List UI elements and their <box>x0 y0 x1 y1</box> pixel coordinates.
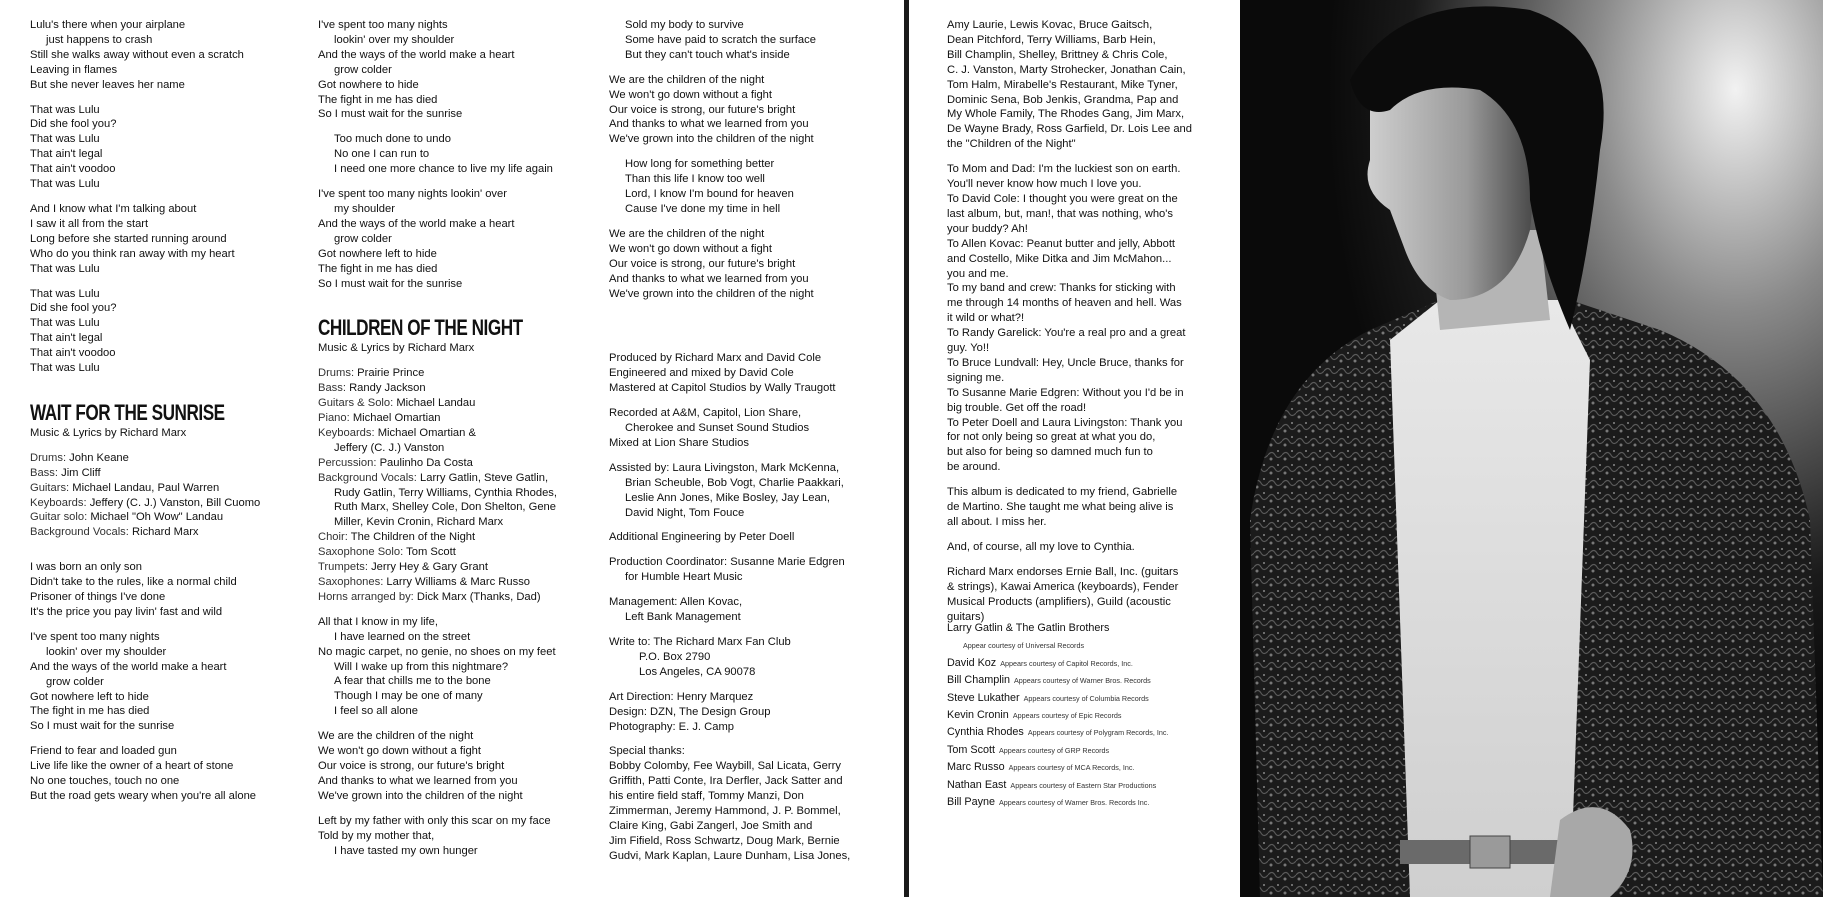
label-courtesy: Appears courtesy of MCA Records, Inc. <box>1008 763 1135 773</box>
spacer <box>30 93 300 103</box>
credit-name: Michael Landau, Paul Warren <box>72 481 220 494</box>
credits-column-3 <box>609 18 899 864</box>
label-courtesy: Appears courtesy of Columbia Records <box>1023 693 1149 703</box>
text-line: Our voice is strong, our future's bright <box>318 759 505 772</box>
text-line: Some have paid to scratch the surface <box>625 33 816 46</box>
text-line: That ain't voodoo <box>30 347 116 360</box>
text-line: That was Lulu <box>30 133 100 146</box>
text-line: de Martino. She taught me what being alive is <box>947 501 1174 514</box>
guest-artist-row <box>947 637 1232 654</box>
text-line: Long before she started running around <box>30 232 227 245</box>
text-line: And, of course, all my love to Cynthia. <box>947 540 1135 553</box>
spacer <box>30 620 300 630</box>
text-line: Cherokee and Sunset Sound Studios <box>625 422 810 435</box>
text-line: for not only being so great at what you do, <box>947 431 1156 444</box>
text-line: Who do you think ran away with my heart <box>30 247 235 260</box>
spacer <box>609 217 899 227</box>
musician-credit <box>30 481 300 496</box>
text-line: We are the children of the night <box>318 730 474 743</box>
text-line: That was Lulu <box>30 287 100 300</box>
text-line: lookin' over my shoulder <box>334 33 455 46</box>
text-line: Jeffery (C. J.) Vanston <box>334 441 445 454</box>
musician-credit <box>318 530 608 545</box>
credit-name: Paulinho Da Costa <box>379 456 473 469</box>
text-line: Mixed at Lion Share Studios <box>609 436 749 449</box>
credit-role: Guitars & Solo: <box>318 397 397 410</box>
text-line: To my band and crew: Thanks for sticking with <box>947 282 1176 295</box>
text-line: Rudy Gatlin, Terry Williams, Cynthia Rhodes, <box>334 486 557 499</box>
text-line: Zimmerman, Jeremy Hammond, J. P. Bommel, <box>609 805 841 818</box>
text-line: Claire King, Gabi Zangerl, Joe Smith and <box>609 819 813 832</box>
text-line: grow colder <box>46 675 104 688</box>
text-line: guy. Yo!! <box>947 342 990 355</box>
text-line: all about. I miss her. <box>947 516 1047 528</box>
spacer <box>30 441 300 451</box>
text-line: Art Direction: Henry Marquez <box>609 690 754 703</box>
credit-role: Piano: <box>318 412 353 425</box>
text-line: That ain't voodoo <box>30 163 116 176</box>
text-line: me through 14 months of heaven and hell. Was <box>947 297 1182 310</box>
text-line: Gudvi, Mark Kaplan, Laure Dunham, Lisa Jones, <box>609 849 851 862</box>
label-courtesy: Appears courtesy of Warner Bros. Records <box>1014 676 1151 686</box>
portrait-illustration <box>1240 0 1823 897</box>
text-line: Sold my body to survive <box>625 19 744 31</box>
credit-name: Michael Omartian & <box>377 426 476 439</box>
text-line: And the ways of the world make a heart <box>318 48 515 61</box>
credit-role: Guitar solo: <box>30 511 91 524</box>
text-line: you and me. <box>947 267 1009 280</box>
credit-name: Jeffery (C. J.) Vanston, Bill Cuomo <box>89 496 261 509</box>
text-line: I need one more chance to live my life again <box>334 163 553 176</box>
credit-name: Richard Marx <box>132 526 199 539</box>
text-line: The fight in me has died <box>318 262 438 275</box>
spacer <box>609 680 899 690</box>
spacer <box>609 585 899 595</box>
text-line: it wild or what?! <box>947 312 1025 325</box>
text-line: Left Bank Management <box>625 611 741 624</box>
credit-role: Keyboards: <box>30 496 90 509</box>
text-line: Live life like the owner of a heart of stone <box>30 760 234 773</box>
text-line: No one I can run to <box>334 148 430 161</box>
text-line: Told by my mother that, <box>318 829 435 842</box>
guest-artist-row <box>947 777 1232 794</box>
spacer <box>318 122 608 132</box>
spacer <box>947 530 1232 540</box>
lyrics-column-1 <box>30 18 300 804</box>
credit-name: Jerry Hey & Gary Grant <box>371 561 488 574</box>
spacer <box>609 520 899 530</box>
text-line: Engineered and mixed by David Cole <box>609 367 794 380</box>
text-line: my shoulder <box>334 202 395 215</box>
musician-credit <box>318 411 608 426</box>
credit-name: Michael Omartian <box>352 412 441 425</box>
text-line: That was Lulu <box>30 103 100 116</box>
text-line: Richard Marx endorses Ernie Ball, Inc. (guitars <box>947 565 1179 578</box>
credit-role: Guitars: <box>30 481 73 494</box>
text-line: The fight in me has died <box>30 705 150 718</box>
spacer <box>947 475 1232 485</box>
text-line: We've grown into the children of the night <box>609 287 814 300</box>
text-line: That was Lulu <box>30 317 100 330</box>
artist-name: Cynthia Rhodes <box>947 726 1024 739</box>
credit-role: Drums: <box>318 367 358 380</box>
text-line: My Whole Family, The Rhodes Gang, Jim Marx, <box>947 108 1185 121</box>
spacer <box>609 341 899 351</box>
credit-name: Michael Landau <box>396 397 476 410</box>
text-line: Music & Lyrics by Richard Marx <box>318 342 475 355</box>
text-line: Lulu's there when your airplane <box>30 19 186 31</box>
credit-name: The Children of the Night <box>350 531 476 544</box>
label-courtesy: Appear courtesy of Universal Records <box>963 641 1085 651</box>
text-line: Griffith, Patti Conte, Ira Derfler, Jack Satter and <box>609 775 843 788</box>
text-line: Got nowhere left to hide <box>318 247 437 260</box>
musician-credit <box>30 510 300 525</box>
credit-name: John Keane <box>69 451 129 464</box>
text-line: I have tasted my own hunger <box>334 844 478 857</box>
text-line: Still she walks away without even a scratch <box>30 48 244 61</box>
spacer <box>30 277 300 287</box>
spacer <box>609 451 899 461</box>
text-line: Musical Products (amplifiers), Guild (acoustic <box>947 595 1171 608</box>
text-line: I've spent too many nights lookin' over <box>318 188 507 201</box>
text-line: How long for something better <box>625 158 775 171</box>
credit-name: Randy Jackson <box>349 382 426 395</box>
credit-role: Bass: <box>318 382 350 395</box>
credit-name: Tom Scott <box>406 546 456 559</box>
credit-role: Horns arranged by: <box>318 590 417 603</box>
text-line: And I know what I'm talking about <box>30 202 197 215</box>
musician-credit <box>30 525 300 540</box>
text-line: C. J. Vanston, Marty Strohecker, Jonathan Cain, <box>947 63 1186 76</box>
credit-role: Background Vocals: <box>318 471 420 484</box>
musician-credit <box>318 396 608 411</box>
text-line: Production Coordinator: Susanne Marie Edgren <box>609 556 845 569</box>
text-line: I've spent too many nights <box>318 19 448 31</box>
text-line: his entire field staff, Tommy Manzi, Don <box>609 790 804 803</box>
text-line: I've spent too many nights <box>30 630 160 643</box>
spacer <box>30 734 300 744</box>
text-line: Additional Engineering by Peter Doell <box>609 531 795 544</box>
text-line: grow colder <box>334 63 392 76</box>
text-line: So I must wait for the sunrise <box>318 277 463 290</box>
credit-role: Saxophone Solo: <box>318 546 407 559</box>
spacer <box>947 555 1232 565</box>
text-line: Management: Allen Kovac, <box>609 596 743 609</box>
credit-name: Larry Gatlin, Steve Gatlin, <box>420 471 549 484</box>
song-title: CHILDREN OF THE NIGHT <box>318 315 523 341</box>
guest-artist-row <box>947 655 1232 672</box>
spacer <box>609 147 899 157</box>
text-line: Our voice is strong, our future's bright <box>609 103 796 116</box>
text-line: be around. <box>947 461 1001 474</box>
spacer <box>318 719 608 729</box>
text-line: P.O. Box 2790 <box>639 650 711 663</box>
text-line: You'll never know how much I love you. <box>947 178 1142 191</box>
text-line: for Humble Heart Music <box>625 571 743 584</box>
text-line: And the ways of the world make a heart <box>30 660 227 673</box>
text-line: Too much done to undo <box>334 133 451 146</box>
text-line: We are the children of the night <box>609 227 765 240</box>
credit-name: Dick Marx (Thanks, Dad) <box>416 590 541 603</box>
text-line: That was Lulu <box>30 362 100 375</box>
spacer <box>30 376 300 396</box>
text-line: To Bruce Lundvall: Hey, Uncle Bruce, thanks for <box>947 356 1184 369</box>
guest-artist-row <box>947 690 1232 707</box>
label-courtesy: Appears courtesy of Epic Records <box>1012 711 1122 721</box>
booklet-fold-divider <box>904 0 909 897</box>
text-line: but also for being so damned much fun to <box>947 446 1153 459</box>
credit-name: Prairie Prince <box>357 367 425 380</box>
label-courtesy: Appears courtesy of Warner Bros. Records Inc. <box>999 798 1150 808</box>
song-title: WAIT FOR THE SUNRISE <box>30 399 225 425</box>
text-line: Produced by Richard Marx and David Cole <box>609 352 822 365</box>
text-line: This album is dedicated to my friend, Gabrielle <box>947 486 1178 499</box>
text-line: Though I may be one of many <box>334 690 483 703</box>
text-line: Recorded at A&M, Capitol, Lion Share, <box>609 407 802 420</box>
text-line: No magic carpet, no genie, no shoes on my feet <box>318 645 556 658</box>
text-line: I have learned on the street <box>334 630 471 643</box>
text-line: We won't go down without a fight <box>609 88 772 101</box>
text-line: Los Angeles, CA 90078 <box>639 665 756 678</box>
musician-credit <box>318 426 608 441</box>
credit-role: Drums: <box>30 451 70 464</box>
credit-role: Choir: <box>318 531 351 544</box>
text-line: just happens to crash <box>46 33 153 46</box>
text-line: De Wayne Brady, Ross Garfield, Dr. Lois Lee and <box>947 123 1192 136</box>
text-line: Mastered at Capitol Studios by Wally Traugott <box>609 382 836 395</box>
text-line: Tom Halm, Mirabelle's Restaurant, Mike Tyner, <box>947 78 1178 91</box>
text-line: I saw it all from the start <box>30 217 149 230</box>
text-line: To Peter Doell and Laura Livingston: Thank you <box>947 416 1183 429</box>
spacer <box>30 192 300 202</box>
text-line: And the ways of the world make a heart <box>318 217 515 230</box>
spacer <box>947 152 1232 162</box>
text-line: I was born an only son <box>30 561 142 574</box>
text-line: Got nowhere left to hide <box>30 690 149 703</box>
guest-artist-row <box>947 759 1232 776</box>
text-line: To David Cole: I thought you were great on the <box>947 192 1178 205</box>
musician-credit <box>318 560 608 575</box>
text-line: So I must wait for the sunrise <box>318 108 463 121</box>
text-line: But the road gets weary when you're all alone <box>30 789 257 802</box>
spacer <box>609 396 899 406</box>
text-line: your buddy? Ah! <box>947 222 1028 235</box>
credit-role: Trumpets: <box>318 561 372 574</box>
text-line: Ruth Marx, Shelley Cole, Don Shelton, Gene <box>334 501 557 514</box>
text-line: Left by my father with only this scar on my face <box>318 814 551 827</box>
credit-role: Keyboards: <box>318 426 378 439</box>
artist-name: Nathan East <box>947 778 1007 791</box>
text-line: Bill Champlin, Shelley, Brittney & Chris Cole, <box>947 48 1168 61</box>
musician-credit <box>318 456 608 471</box>
text-line: And thanks to what we learned from you <box>318 774 518 787</box>
artist-name: David Koz <box>947 656 997 669</box>
musician-credit <box>318 545 608 560</box>
text-line: Dominic Sena, Bob Jenkis, Grandma, Pap and <box>947 93 1179 106</box>
text-line: the "Children of the Night" <box>947 138 1076 151</box>
spacer <box>318 605 608 615</box>
spacer <box>318 804 608 814</box>
text-line: To Allen Kovac: Peanut butter and jelly, Abbott <box>947 237 1176 250</box>
text-line: Didn't take to the rules, like a normal child <box>30 576 237 589</box>
guest-artist-row <box>947 724 1232 741</box>
text-line: To Randy Garelick: You're a real pro and a great <box>947 327 1186 340</box>
text-line: Miller, Kevin Cronin, Richard Marx <box>334 516 504 529</box>
spacer <box>609 625 899 635</box>
text-line: Amy Laurie, Lewis Kovac, Bruce Gaitsch, <box>947 19 1153 31</box>
text-line: Design: DZN, The Design Group <box>609 705 771 718</box>
guest-artist-row <box>947 794 1232 811</box>
musician-credit <box>30 496 300 511</box>
text-line: Photography: E. J. Camp <box>609 720 734 733</box>
spacer <box>609 63 899 73</box>
text-line: No one touches, touch no one <box>30 775 180 788</box>
credit-name: Michael "Oh Wow" Landau <box>90 511 224 524</box>
text-line: & strings), Kawai America (keyboards), Fender <box>947 580 1179 593</box>
guest-artist-row <box>947 620 1232 637</box>
credit-role: Percussion: <box>318 456 380 469</box>
text-line: grow colder <box>334 232 392 245</box>
text-line: David Night, Tom Fouce <box>625 506 745 519</box>
text-line: That ain't legal <box>30 148 103 161</box>
guest-artists-list <box>947 620 1232 811</box>
text-line: Got nowhere to hide <box>318 78 419 91</box>
text-line: Leslie Ann Jones, Mike Bosley, Jay Lean, <box>625 491 831 504</box>
text-line: But they can't touch what's inside <box>625 48 790 61</box>
text-line: Leaving in flames <box>30 63 118 76</box>
credit-role: Bass: <box>30 466 62 479</box>
artist-name: Steve Lukather <box>947 691 1020 704</box>
text-line: Jim Fifield, Ross Schwartz, Doug Mark, Bernie <box>609 834 840 847</box>
text-line: That was Lulu <box>30 178 100 191</box>
text-line: Music & Lyrics by Richard Marx <box>30 426 187 439</box>
text-line: To Mom and Dad: I'm the luckiest son on earth. <box>947 163 1181 176</box>
credit-role: Background Vocals: <box>30 526 132 539</box>
spacer <box>609 321 899 341</box>
guest-artist-row <box>947 707 1232 724</box>
spacer <box>609 301 899 321</box>
musician-credit <box>30 466 300 481</box>
lyrics-column-2 <box>318 18 608 858</box>
musician-credit <box>318 381 608 396</box>
text-line: Than this life I know too well <box>625 173 765 186</box>
label-courtesy: Appears courtesy of Polygram Records, Inc. <box>1027 728 1169 738</box>
spacer <box>318 177 608 187</box>
spacer <box>318 356 608 366</box>
text-line: Dean Pitchford, Terry Williams, Barb Hein, <box>947 33 1156 46</box>
text-line: signing me. <box>947 371 1005 384</box>
spacer <box>30 540 300 560</box>
credit-name: Jim Cliff <box>61 466 101 479</box>
guest-artist-row <box>947 672 1232 689</box>
text-line: big trouble. Get off the road! <box>947 401 1087 414</box>
text-line: Our voice is strong, our future's bright <box>609 257 796 270</box>
text-line: last album, but, man!, that was nothing, who's <box>947 207 1174 220</box>
label-courtesy: Appears courtesy of Capitol Records, Inc. <box>1000 658 1133 668</box>
guest-artist-row <box>947 742 1232 759</box>
artist-name: Kevin Cronin <box>947 709 1009 722</box>
spacer <box>318 291 608 311</box>
text-line: Did she fool you? <box>30 302 117 315</box>
text-line: Cause I've done my time in hell <box>625 202 781 215</box>
musician-credit <box>30 451 300 466</box>
text-line: Brian Scheuble, Bob Vogt, Charlie Paakkari, <box>625 476 844 489</box>
artist-portrait-photo <box>1240 0 1823 897</box>
artist-name: Bill Payne <box>947 796 996 809</box>
text-line: Write to: The Richard Marx Fan Club <box>609 636 791 648</box>
text-line: lookin' over my shoulder <box>46 645 167 658</box>
text-line: The fight in me has died <box>318 93 438 106</box>
spacer <box>609 734 899 744</box>
thanks-column-4 <box>947 18 1232 624</box>
text-line: Assisted by: Laura Livingston, Mark McKenna, <box>609 461 840 474</box>
artist-name: Larry Gatlin & The Gatlin Brothers <box>947 622 1110 634</box>
text-line: We won't go down without a fight <box>609 242 772 255</box>
credit-role: Saxophones: <box>318 576 387 588</box>
musician-credit <box>318 590 608 605</box>
text-line: guitars) <box>947 610 985 623</box>
text-line: We are the children of the night <box>609 73 765 86</box>
text-line: Prisoner of things I've done <box>30 591 166 604</box>
artist-name: Bill Champlin <box>947 674 1011 687</box>
text-line: We've grown into the children of the night <box>318 789 523 802</box>
spacer <box>609 545 899 555</box>
text-line: and Costello, Mike Ditka and Jim McMahon... <box>947 252 1172 265</box>
artist-name: Marc Russo <box>947 761 1005 774</box>
text-line: Lord, I know I'm bound for heaven <box>625 188 794 201</box>
text-line: Did she fool you? <box>30 118 117 131</box>
text-line: So I must wait for the sunrise <box>30 720 175 733</box>
label-courtesy: Appears courtesy of GRP Records <box>999 745 1110 755</box>
text-line: Friend to fear and loaded gun <box>30 745 177 758</box>
credit-name: Larry Williams & Marc Russo <box>386 576 531 588</box>
text-line: A fear that chills me to the bone <box>334 675 491 688</box>
text-line: That ain't legal <box>30 332 103 345</box>
text-line: All that I know in my life, <box>318 615 438 628</box>
text-line: It's the price you pay livin' fast and wild <box>30 606 223 618</box>
label-courtesy: Appears courtesy of Eastern Star Productions <box>1010 780 1157 790</box>
text-line: But she never leaves her name <box>30 78 185 91</box>
text-line: We've grown into the children of the night <box>609 133 814 146</box>
musician-credit <box>318 575 608 590</box>
text-line: Will I wake up from this nightmare? <box>334 660 509 673</box>
text-line: To Susanne Marie Edgren: Without you I'd be in <box>947 386 1184 399</box>
text-line: And thanks to what we learned from you <box>609 118 809 131</box>
text-line: Special thanks: <box>609 745 685 758</box>
text-line: Bobby Colomby, Fee Waybill, Sal Licata, Gerry <box>609 760 841 773</box>
artist-name: Tom Scott <box>947 743 996 756</box>
musician-credit <box>318 366 608 381</box>
text-line: That was Lulu <box>30 262 100 275</box>
musician-credit <box>318 471 608 486</box>
text-line: We won't go down without a fight <box>318 745 481 758</box>
text-line: And thanks to what we learned from you <box>609 272 809 285</box>
text-line: I feel so all alone <box>334 705 418 718</box>
